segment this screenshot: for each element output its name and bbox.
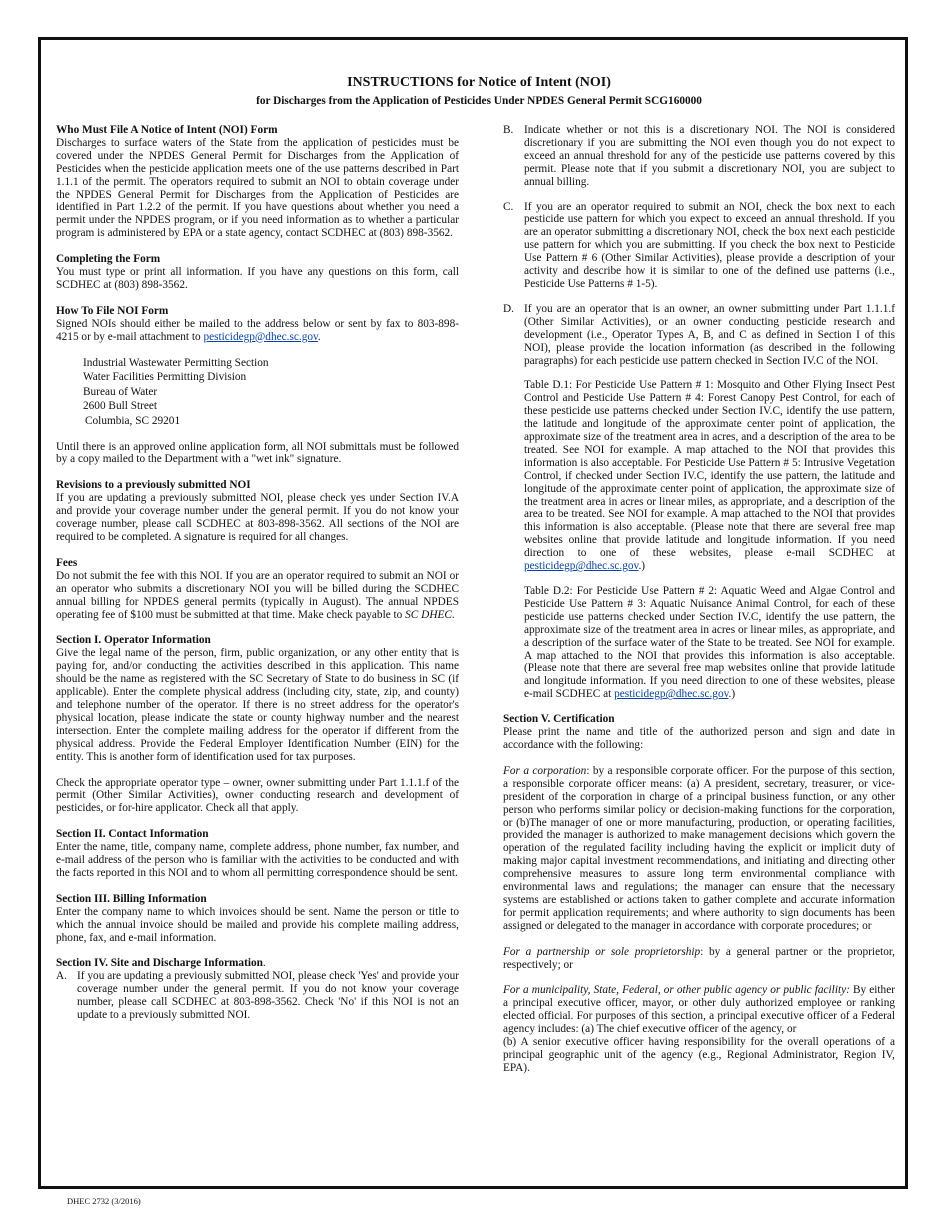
section-1-body: Give the legal name of the person, firm, public organization, or any other entity that is paying for, and/or conducting the activities described in this application. This name should be the name as registered with the SC Secretary of State to do business in SC (if applicable). Enter the complete physical address (including city, state, zip, and county) and telephone number of the operator. If there is no street address for the operator's physical location, please indicate the state or county highway number and the nearest intersection. Enter the complete mailing address for the operator if different from the physical address. Provide the Federal Employer Identification Number (EIN) for the entity. This is another form of identification used for tax purposes. bbox=[56, 647, 459, 763]
item-a-label: A. bbox=[56, 970, 67, 983]
section-5-intro: Please print the name and title of the authorized person and sign and date in accordance with the following: bbox=[503, 726, 895, 751]
how-to-file-heading: How To File NOI Form bbox=[56, 304, 169, 317]
how-to-file-note: Until there is an approved online application form, all NOI submittals must be followed by a copy mailed to the Department with a "wet ink" signature. bbox=[56, 440, 459, 466]
section-3-body: Enter the company name to which invoices should be sent. Name the person or title to which the annual invoice should be mailed and provide his complete mailing address, phone, fax, and e-mail information. bbox=[56, 905, 459, 944]
fees-payee: SC DHEC bbox=[405, 608, 452, 621]
corporation-label: For a corporation bbox=[503, 764, 587, 777]
address-line: Bureau of Water bbox=[83, 385, 158, 398]
document-subtitle: for Discharges from the Application of Pesticides Under NPDES General Permit SCG160000 bbox=[256, 95, 702, 107]
section-3-heading: Section III. Billing Information bbox=[56, 892, 207, 905]
address-line: Water Facilities Permitting Division bbox=[83, 371, 247, 384]
municipality-paragraph bbox=[503, 984, 895, 1036]
item-a bbox=[56, 970, 459, 1022]
revisions-section bbox=[56, 479, 459, 544]
table-d1-end: .) bbox=[638, 560, 646, 573]
revisions-heading: Revisions to a previously submitted NOI bbox=[56, 479, 251, 492]
revisions-body: If you are updating a previously submitted NOI, please check yes under Section IV.A and provide your coverage number under the general permit. If you do not know your coverage number, please call SCDHEC at 803-898-3562. All sections of the NOI are required to be completed. A signature is required for all changes. bbox=[56, 492, 459, 543]
how-to-file-section bbox=[56, 305, 459, 467]
email-link[interactable]: pesticidegp@dhec.sc.gov bbox=[524, 560, 639, 573]
item-d-text: If you are an operator that is an owner, an owner submitting under Part 1.1.1.f (Other Similar Activities), or an owner conducting pesticide research and development (i.e., Operator Types A, B, and C as defined in Section I of this NOI), please provide the location information (as described in the following paragraphs) for each pesticide use pattern checked in Section IV.C of the NOI. bbox=[524, 302, 895, 367]
section-1-body-2: Check the appropriate operator type – owner, owner submitting under Part 1.1.1.f of the permit (Other Similar Activities), owner conducting research and development of pesticides, or for-hire applicator. Check all that apply. bbox=[56, 776, 459, 815]
completing-body: You must type or print all information. If you have any questions on this form, call SCDHEC at (803) 898-3562. bbox=[56, 266, 459, 291]
mailing-address bbox=[83, 356, 459, 429]
document-title: INSTRUCTIONS for Notice of Intent (NOI) bbox=[347, 75, 611, 90]
left-column bbox=[56, 124, 459, 1035]
section-1-heading: Section I. Operator Information bbox=[56, 634, 211, 647]
item-a-text: If you are updating a previously submitted NOI, please check 'Yes' and provide your coverage number under the general permit. If you do not know your coverage number, please call SCDHEC at 803-898-3562. Check 'No' if this NOI is not an update to a previously submitted NOI. bbox=[77, 970, 459, 1022]
fees-heading: Fees bbox=[56, 556, 78, 569]
section-5-heading: Section V. Certification bbox=[503, 713, 615, 726]
fees-section bbox=[56, 557, 459, 622]
section-5 bbox=[503, 713, 895, 1075]
partnership-paragraph bbox=[503, 946, 895, 972]
corporation-paragraph bbox=[503, 765, 895, 933]
fees-text: Do not submit the fee with this NOI. If you are an operator required to submit an NOI or an operator who submits a discretionary NOI you will be billed during the SCDHEC annual billing for NPDES general permits (typically in August). The annual NPDES operating fee of $100 must be submitted at that time. Make check payable to bbox=[56, 569, 459, 621]
completing-heading: Completing the Form bbox=[56, 253, 161, 266]
corporation-text: : by a responsible corporate officer. For the purpose of this section, a responsible corporate officer means: (a) A president, secretary, treasurer, or vice-president of the corporation in charge of a principal business function, or any other person who performs similar policy or decision-making functions for the corporation, or (b)The manager of one or more manufacturing, production, or operating facilities, provided the manager is authorized to make management decisions which govern the operation of the regulated facility including having the explicit or implicit duty of making major capital investment recommendations, and initiating and directing other comprehensive measures to assure long term environmental compliance with environmental laws and regulations; the manager can ensure that the necessary systems are established or actions taken to gather complete and accurate information for permit application requirements; and where authority to sign documents has been assigned or delegated to the manager in accordance with corporate procedures; or bbox=[503, 764, 895, 932]
table-d2-description bbox=[524, 585, 895, 701]
section-4-heading-end: . bbox=[262, 957, 266, 970]
how-to-file-body bbox=[56, 318, 459, 344]
table-d2-end: .) bbox=[728, 688, 736, 701]
section-2-body: Enter the name, title, company name, complete address, phone number, fax number, and e-mail address of the person who is familiar with the activities to be conducted and with the facts reported in this NOI and to whom all permitting correspondence should be sent. bbox=[56, 841, 459, 879]
item-b-label: B. bbox=[503, 124, 514, 136]
municipality-subitem-b: (b) A senior executive officer having responsibility for the overall operations of a principal geographic unit of the agency (e.g., Regional Administrator, Region IV, EPA). bbox=[503, 1036, 895, 1074]
table-d2-text: Table D.2: For Pesticide Use Pattern # 2: Aquatic Weed and Algae Control and Pesticide Use Pattern # 3: Aquatic Nuisance Animal Control, for each of these pesticide use patterns checked under Section IV.C, identify the use pattern, the approximate size of the treatment area in acres or linear miles, as appropriate, and a description of the surface water of the State to be treated. See NOI for example. A map attached to the NOI that provides this information is also acceptable. (Please note that there are several free map websites online that provide latitude and longitude information. If you need direction to one of these websites, please e-mail SCDHEC at bbox=[524, 585, 895, 701]
municipality-text: By either a principal executive officer, mayor, or other duly authorized employee or ranking elected official. For purposes of this section, a principal executive officer of a Federal agency includes: (a) The chief executive officer of the agency, or bbox=[503, 984, 895, 1036]
right-column bbox=[503, 124, 895, 1075]
item-b bbox=[503, 124, 895, 189]
section-3 bbox=[56, 893, 459, 945]
section-2-heading: Section II. Contact Information bbox=[56, 828, 209, 841]
how-to-file-text: Signed NOIs should either be mailed to the address below or sent by fax to 803-898-4215 or by e-mail attachment to bbox=[56, 317, 459, 343]
fees-end: . bbox=[451, 608, 455, 621]
how-to-file-end: . bbox=[317, 330, 321, 343]
who-must-file-heading: Who Must File A Notice of Intent (NOI) Form bbox=[56, 124, 278, 136]
table-d1-text: Table D.1: For Pesticide Use Pattern # 1: Mosquito and Other Flying Insect Pest Control and Pesticide Use Pattern # 4: Forest Canopy Pest Control, for each of these pesticide use patterns checked under Section IV.C, identify the use pattern, the latitude and longitude of the approximate center point of application, the approximate size of the treatment area in acres, and a description of the area to be treated. See NOI for example. A map attached to the NOI that provides this information is also acceptable. For Pesticide Use Pattern # 5: Intrusive Vegetation Control, if checked under Section IV.C, identify the use pattern, the latitude and longitude of the approximate center point of application, the approximate size of the treatment area in acres or linear miles, as appropriate, and a description of the area to be treated. See NOI for example. A map attached to the NOI that provides this information is also acceptable. (Please note that there are several free map websites online that provide latitude and longitude information. If you need direction to one of these websites, please e-mail SCDHEC at bbox=[524, 379, 895, 560]
section-4 bbox=[56, 957, 459, 1022]
form-footer-id: DHEC 2732 (3/2016) bbox=[67, 1196, 141, 1206]
item-d-label: D. bbox=[503, 302, 514, 315]
item-d bbox=[503, 303, 895, 368]
partnership-label: For a partnership or sole proprietorship bbox=[503, 945, 701, 958]
item-c bbox=[503, 201, 895, 291]
fees-body bbox=[56, 570, 459, 622]
address-line: Columbia, SC 29201 bbox=[85, 414, 181, 427]
section-1 bbox=[56, 634, 459, 815]
item-c-label: C. bbox=[503, 200, 514, 213]
table-d1-description bbox=[524, 379, 895, 573]
email-link[interactable]: pesticidegp@dhec.sc.gov bbox=[614, 688, 729, 701]
partnership-text: : by a general partner or the proprietor, respectively; or bbox=[503, 945, 896, 971]
section-2 bbox=[56, 828, 459, 880]
address-line: Industrial Wastewater Permitting Section bbox=[83, 356, 269, 369]
who-must-file-body: Discharges to surface waters of the State from the application of pesticides must be covered under the NPDES General Permit for Discharges from the Application of Pesticides when the pesticide application meets one of the use patterns described in Part 1.1.1 of the permit. The operators required to submit an NOI to obtain coverage under the NPDES General Permit for Discharges from the Application of Pesticides are identified in Part 1.2.2 of the permit. If you have questions about whether you need a permit under the NPDES program, or if you need information as to whether a particular program is administered by EPA or a state agency, contact SCDHEC at (803) 898-3562. bbox=[56, 136, 459, 240]
section-4-heading bbox=[56, 957, 459, 970]
section-4-heading-text: Section IV. Site and Discharge Information bbox=[56, 957, 263, 970]
completing-section bbox=[56, 253, 459, 292]
item-c-text: If you are an operator required to submit an NOI, check the box next to each pesticide use pattern for which you expect to exceed an annual threshold. If you are an operator submitting a discretionary NOI, check the box next each pesticide use pattern for which you are submitting. If you check the box next to Pesticide Use Pattern # 6 (Other Similar Activities), please provide a description of your activity and describe how it is similar to one of the defined use patterns (i.e., Pesticide Use Patterns # 1-5). bbox=[524, 200, 895, 290]
item-b-text: Indicate whether or not this is a discretionary NOI. The NOI is considered discretionary if you are submitting the NOI even though you do not expect to exceed an annual threshold for any of the pesticide use patterns covered by this permit. Please note that if you submit a discretionary NOI, you are subject to annual billing. bbox=[524, 124, 895, 188]
email-link[interactable]: pesticidegp@dhec.sc.gov bbox=[203, 330, 318, 343]
municipality-label: For a municipality, State, Federal, or other public agency or public facility: bbox=[503, 984, 850, 997]
who-must-file-section bbox=[56, 124, 459, 240]
address-line: 2600 Bull Street bbox=[83, 400, 158, 413]
